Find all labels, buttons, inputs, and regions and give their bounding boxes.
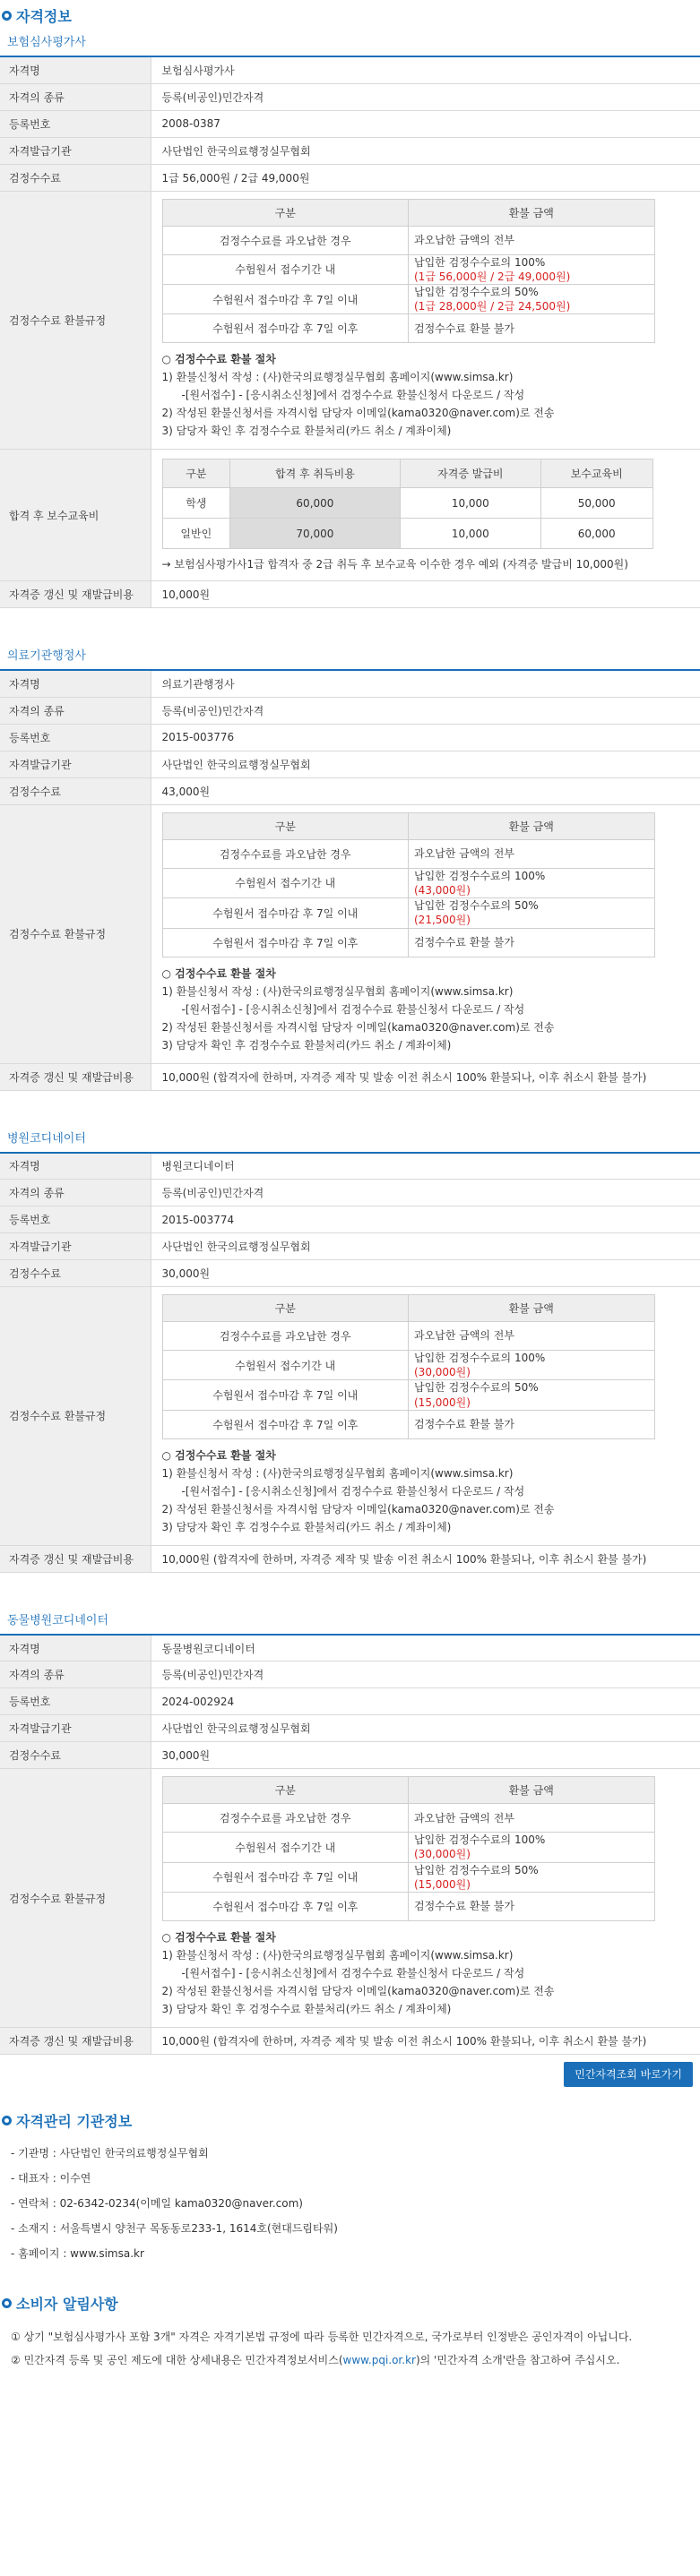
info-row bbox=[0, 1260, 700, 1287]
info-row bbox=[0, 1662, 700, 1688]
agency-header bbox=[0, 2105, 700, 2135]
refund-amount-value: (43,000원) bbox=[414, 883, 471, 897]
refund-amount bbox=[409, 1833, 655, 1862]
qualification-table bbox=[0, 1634, 700, 2055]
refund-table-row bbox=[162, 284, 654, 313]
info-value: 10,000원 (합격자에 한하며, 자격증 제작 및 발송 이전 취소시 100% 환불되나, 이후 취소시 환불 불가) bbox=[151, 1063, 700, 1090]
info-row bbox=[0, 83, 700, 110]
refund-header: 구분 bbox=[162, 199, 409, 226]
info-label: 검정수수료 환불규정 bbox=[0, 1769, 151, 2028]
refund-row bbox=[0, 191, 700, 450]
consumer-title: 소비자 알림사항 bbox=[16, 2295, 118, 2313]
reward-header: 구분 bbox=[162, 459, 230, 488]
info-value: 사단법인 한국의료행정실무협회 bbox=[151, 1715, 700, 1742]
refund-cell bbox=[151, 804, 700, 1063]
qualification-table bbox=[0, 1152, 700, 1573]
refund-header: 환불 금액 bbox=[409, 1295, 655, 1322]
refund-amount-text: 검정수수료 환불 불가 bbox=[414, 1418, 514, 1431]
consumer-notice-2-tail: )의 '민간자격 소개'란을 참고하여 주십시오. bbox=[415, 2354, 620, 2366]
info-label: 자격발급기관 bbox=[0, 1715, 151, 1742]
refund-procedure-step: -[원서접수] - [응시취소신청]에서 검정수수료 환불신청서 다운로드 / 작성 bbox=[181, 1002, 525, 1016]
info-label: 검정수수료 bbox=[0, 1742, 151, 1769]
section-header bbox=[0, 0, 700, 30]
refund-condition: 수험원서 접수마감 후 7일 이후 bbox=[162, 1410, 409, 1438]
info-row bbox=[0, 1545, 700, 1572]
refund-table-row bbox=[162, 1862, 654, 1892]
info-row bbox=[0, 1180, 700, 1206]
info-value: 보험심사평가사 bbox=[151, 56, 700, 83]
refund-amount bbox=[409, 1410, 655, 1438]
info-row bbox=[0, 1206, 700, 1233]
info-row bbox=[0, 777, 700, 804]
agency-item: - 홈페이지 : www.simsa.kr bbox=[11, 2247, 144, 2260]
reward-value: 50,000 bbox=[540, 488, 652, 519]
info-value: 동물병원코디네이터 bbox=[151, 1635, 700, 1662]
info-label: 자격증 갱신 및 재발급비용 bbox=[0, 2028, 151, 2055]
bullet-circle-icon bbox=[2, 11, 12, 21]
info-label: 검정수수료 환불규정 bbox=[0, 191, 151, 450]
reward-note: → 보험심사평가사1급 합격자 중 2급 취득 후 보수교육 이수한 경우 예외 (자격증 발급비 10,000원) bbox=[161, 558, 628, 571]
info-value: 43,000원 bbox=[151, 777, 700, 804]
refund-table-row bbox=[162, 1833, 654, 1862]
refund-condition: 검정수수료를 과오납한 경우 bbox=[162, 839, 409, 868]
info-label: 자격증 갱신 및 재발급비용 bbox=[0, 581, 151, 608]
info-label: 자격의 종류 bbox=[0, 1180, 151, 1206]
info-value: 사단법인 한국의료행정실무협회 bbox=[151, 751, 700, 777]
info-value: 2015-003774 bbox=[151, 1206, 700, 1233]
info-label: 자격명 bbox=[0, 1153, 151, 1180]
info-value: 2015-003776 bbox=[151, 724, 700, 751]
reward-table-row bbox=[162, 488, 652, 519]
refund-header: 환불 금액 bbox=[409, 812, 655, 839]
refund-condition: 수험원서 접수마감 후 7일 이내 bbox=[162, 898, 409, 928]
refund-amount-text: 납입한 검정수수료의 50% bbox=[414, 285, 539, 298]
refund-amount-text: 납입한 검정수수료의 100% bbox=[414, 1833, 546, 1847]
refund-amount-text: 검정수수료 환불 불가 bbox=[414, 1900, 514, 1913]
refund-table-row bbox=[162, 1804, 654, 1833]
refund-row bbox=[0, 1287, 700, 1546]
info-row bbox=[0, 1635, 700, 1662]
refund-table bbox=[162, 1294, 655, 1439]
info-label: 자격명 bbox=[0, 56, 151, 83]
refund-amount bbox=[409, 1862, 655, 1892]
refund-amount-text: 검정수수료 환불 불가 bbox=[414, 322, 514, 335]
consumer-notice bbox=[0, 2318, 700, 2372]
refund-amount bbox=[409, 1380, 655, 1410]
private-qualification-lookup-button[interactable]: 민간자격조회 바로가기 bbox=[564, 2062, 693, 2087]
info-value: 10,000원 (합격자에 한하며, 자격증 제작 및 발송 이전 취소시 100% 환불되나, 이후 취소시 환불 불가) bbox=[151, 2028, 700, 2055]
refund-procedure-step: 2) 작성된 환불신청서를 자격시험 담당자 이메일(kama0320@naver.com)로 전송 bbox=[161, 1985, 555, 1997]
info-value: 30,000원 bbox=[151, 1742, 700, 1769]
refund-amount bbox=[409, 898, 655, 928]
info-label: 검정수수료 bbox=[0, 777, 151, 804]
refund-header: 구분 bbox=[162, 1295, 409, 1322]
refund-amount bbox=[409, 839, 655, 868]
info-label: 자격의 종류 bbox=[0, 83, 151, 110]
refund-procedure-step: -[원서접수] - [응시취소신청]에서 검정수수료 환불신청서 다운로드 / 작성 bbox=[181, 389, 525, 402]
pqi-link[interactable]: www.pqi.or.kr bbox=[342, 2354, 416, 2366]
info-label: 검정수수료 환불규정 bbox=[0, 804, 151, 1063]
refund-table-row bbox=[162, 314, 654, 343]
refund-condition: 수험원서 접수마감 후 7일 이후 bbox=[162, 1893, 409, 1921]
info-label: 등록번호 bbox=[0, 110, 151, 137]
qualification-table bbox=[0, 669, 700, 1090]
refund-amount-value: (1급 56,000원 / 2급 49,000원) bbox=[414, 270, 571, 283]
refund-procedure-step: 1) 환불신청서 작성 : (사)한국의료행정실무협회 홈페이지(www.simsa.kr) bbox=[161, 1466, 514, 1480]
refund-amount bbox=[409, 1351, 655, 1380]
agency-info-list bbox=[0, 2135, 700, 2266]
refund-procedure-title: ○ 검정수수료 환불 절차 bbox=[161, 1448, 276, 1462]
refund-amount-text: 납입한 검정수수료의 100% bbox=[414, 255, 546, 269]
info-row bbox=[0, 724, 700, 751]
refund-cell bbox=[151, 1769, 700, 2028]
info-value: 등록(비공인)민간자격 bbox=[151, 83, 700, 110]
refund-amount-value: (21,500원) bbox=[414, 914, 471, 927]
refund-procedure-title: ○ 검정수수료 환불 절차 bbox=[161, 353, 276, 366]
info-row bbox=[0, 751, 700, 777]
refund-table bbox=[162, 812, 655, 957]
info-row bbox=[0, 670, 700, 697]
info-value: 사단법인 한국의료행정실무협회 bbox=[151, 137, 700, 164]
reward-value: 10,000 bbox=[400, 488, 540, 519]
refund-procedure bbox=[162, 1928, 690, 2018]
info-row bbox=[0, 1063, 700, 1090]
refund-amount bbox=[409, 868, 655, 897]
refund-amount-value: (15,000원) bbox=[414, 1395, 471, 1409]
qualification-table bbox=[0, 56, 700, 608]
qualifications-container bbox=[0, 30, 700, 2055]
refund-table bbox=[162, 1776, 655, 1921]
refund-condition: 수험원서 접수마감 후 7일 이내 bbox=[162, 1862, 409, 1892]
refund-procedure-step: 2) 작성된 환불신청서를 자격시험 담당자 이메일(kama0320@naver.com)로 전송 bbox=[161, 407, 555, 420]
info-label: 검정수수료 환불규정 bbox=[0, 1287, 151, 1546]
info-row bbox=[0, 1742, 700, 1769]
refund-header: 환불 금액 bbox=[409, 1777, 655, 1804]
agency-item: - 연락처 : 02-6342-0234(이메일 kama0320@naver.com) bbox=[11, 2197, 303, 2210]
refund-amount-text: 납입한 검정수수료의 50% bbox=[414, 1863, 539, 1876]
info-value: 2024-002924 bbox=[151, 1688, 700, 1715]
refund-table-row bbox=[162, 1893, 654, 1921]
info-label: 자격증 갱신 및 재발급비용 bbox=[0, 1063, 151, 1090]
refund-procedure-step: 3) 담당자 확인 후 검정수수료 환불처리(카드 취소 / 계좌이체) bbox=[161, 2003, 452, 2015]
refund-procedure-title: ○ 검정수수료 환불 절차 bbox=[161, 966, 276, 980]
refund-amount-text: 과오납한 금액의 전부 bbox=[414, 1329, 514, 1343]
bullet-circle-icon bbox=[2, 2116, 12, 2125]
info-label: 등록번호 bbox=[0, 724, 151, 751]
consumer-notice-2-text: ② 민간자격 등록 및 공인 제도에 대한 상세내용은 민간자격정보서비스( bbox=[11, 2354, 343, 2366]
refund-table-row bbox=[162, 868, 654, 897]
info-label: 등록번호 bbox=[0, 1206, 151, 1233]
refund-condition: 검정수수료를 과오납한 경우 bbox=[162, 1804, 409, 1833]
qualification-title: 동물병원코디네이터 bbox=[7, 1613, 109, 1627]
info-row bbox=[0, 581, 700, 608]
qualification-title: 병원코디네이터 bbox=[7, 1131, 86, 1146]
refund-header: 환불 금액 bbox=[409, 199, 655, 226]
refund-amount-value: (15,000원) bbox=[414, 1877, 471, 1891]
refund-procedure bbox=[162, 1447, 690, 1536]
info-label: 자격증 갱신 및 재발급비용 bbox=[0, 1545, 151, 1572]
refund-procedure-step: 1) 환불신청서 작성 : (사)한국의료행정실무협회 홈페이지(www.simsa.kr) bbox=[161, 1949, 514, 1962]
refund-amount bbox=[409, 254, 655, 284]
info-label: 자격발급기관 bbox=[0, 1233, 151, 1260]
agency-item: - 기관명 : 사단법인 한국의료행정실무협회 bbox=[11, 2147, 209, 2160]
info-value: 등록(비공인)민간자격 bbox=[151, 697, 700, 724]
refund-amount-value: (1급 28,000원 / 2급 24,500원) bbox=[414, 300, 571, 313]
bullet-circle-icon bbox=[2, 2298, 12, 2308]
info-row bbox=[0, 1715, 700, 1742]
info-row bbox=[0, 697, 700, 724]
refund-condition: 수험원서 접수기간 내 bbox=[162, 254, 409, 284]
info-value: 10,000원 (합격자에 한하며, 자격증 제작 및 발송 이전 취소시 100% 환불되나, 이후 취소시 환불 불가) bbox=[151, 1545, 700, 1572]
reward-row bbox=[0, 450, 700, 581]
qualification-title: 의료기관행정사 bbox=[7, 649, 86, 664]
refund-procedure-step: -[원서접수] - [응시취소신청]에서 검정수수료 환불신청서 다운로드 / 작성 bbox=[181, 1967, 525, 1979]
refund-amount bbox=[409, 1322, 655, 1351]
refund-condition: 수험원서 접수마감 후 7일 이후 bbox=[162, 314, 409, 343]
reward-cell bbox=[151, 450, 700, 581]
refund-condition: 수험원서 접수기간 내 bbox=[162, 1351, 409, 1380]
refund-cell bbox=[151, 1287, 700, 1546]
refund-procedure-step: 3) 담당자 확인 후 검정수수료 환불처리(카드 취소 / 계좌이체) bbox=[161, 1520, 452, 1533]
button-row bbox=[0, 2055, 700, 2105]
info-value: 30,000원 bbox=[151, 1260, 700, 1287]
section-title: 자격정보 bbox=[16, 7, 72, 25]
info-label: 자격의 종류 bbox=[0, 1662, 151, 1688]
refund-amount bbox=[409, 1804, 655, 1833]
refund-procedure-step: 2) 작성된 환불신청서를 자격시험 담당자 이메일(kama0320@naver.com)로 전송 bbox=[161, 1020, 555, 1034]
info-value: 2008-0387 bbox=[151, 110, 700, 137]
info-row bbox=[0, 164, 700, 191]
info-label: 자격명 bbox=[0, 1635, 151, 1662]
info-value: 1급 56,000원 / 2급 49,000원 bbox=[151, 164, 700, 191]
info-label: 자격발급기관 bbox=[0, 137, 151, 164]
refund-condition: 수험원서 접수마감 후 7일 이후 bbox=[162, 928, 409, 957]
info-row bbox=[0, 1233, 700, 1260]
refund-procedure-step: 1) 환불신청서 작성 : (사)한국의료행정실무협회 홈페이지(www.simsa.kr) bbox=[161, 371, 514, 384]
refund-table-row bbox=[162, 839, 654, 868]
refund-table-row bbox=[162, 1410, 654, 1438]
refund-procedure-step: 3) 담당자 확인 후 검정수수료 환불처리(카드 취소 / 계좌이체) bbox=[161, 425, 452, 438]
refund-table-row bbox=[162, 254, 654, 284]
refund-table-row bbox=[162, 898, 654, 928]
reward-value: 60,000 bbox=[230, 488, 401, 519]
refund-table-row bbox=[162, 1322, 654, 1351]
refund-amount-text: 검정수수료 환불 불가 bbox=[414, 935, 514, 949]
refund-amount bbox=[409, 226, 655, 254]
info-value: 의료기관행정사 bbox=[151, 670, 700, 697]
qualification-title: 보험심사평가사 bbox=[7, 36, 86, 49]
refund-amount-text: 납입한 검정수수료의 50% bbox=[414, 1381, 539, 1395]
info-label: 검정수수료 bbox=[0, 1260, 151, 1287]
consumer-notice-1: ① 상기 "보험심사평가사 포함 3개" 자격은 자격기본법 규정에 따라 등록한 민간자격으로, 국가로부터 인정받은 공인자격이 아닙니다. bbox=[11, 2331, 633, 2343]
info-row bbox=[0, 1688, 700, 1715]
consumer-header bbox=[0, 2288, 700, 2318]
agency-item: - 대표자 : 이수연 bbox=[11, 2172, 91, 2185]
reward-header: 보수교육비 bbox=[540, 459, 652, 488]
refund-amount bbox=[409, 928, 655, 957]
reward-table-row bbox=[162, 519, 652, 549]
refund-amount-text: 납입한 검정수수료의 50% bbox=[414, 899, 539, 913]
refund-cell bbox=[151, 191, 700, 450]
info-row bbox=[0, 2028, 700, 2055]
info-value: 등록(비공인)민간자격 bbox=[151, 1180, 700, 1206]
refund-table bbox=[162, 199, 655, 344]
refund-condition: 검정수수료를 과오납한 경우 bbox=[162, 1322, 409, 1351]
info-row bbox=[0, 110, 700, 137]
refund-amount-value: (30,000원) bbox=[414, 1366, 471, 1379]
refund-row bbox=[0, 804, 700, 1063]
refund-procedure-step: 2) 작성된 환불신청서를 자격시험 담당자 이메일(kama0320@naver.com)로 전송 bbox=[161, 1502, 555, 1516]
refund-procedure-title: ○ 검정수수료 환불 절차 bbox=[161, 1931, 276, 1944]
info-value: 사단법인 한국의료행정실무협회 bbox=[151, 1233, 700, 1260]
refund-condition: 수험원서 접수기간 내 bbox=[162, 1833, 409, 1862]
refund-row bbox=[0, 1769, 700, 2028]
agency-item: - 소재지 : 서울특별시 양천구 목동동로233-1, 1614호(현대드림타워) bbox=[11, 2222, 338, 2235]
info-row bbox=[0, 1153, 700, 1180]
info-label: 등록번호 bbox=[0, 1688, 151, 1715]
refund-amount-text: 과오납한 금액의 전부 bbox=[414, 847, 514, 861]
info-value: 10,000원 bbox=[151, 581, 700, 608]
refund-condition: 검정수수료를 과오납한 경우 bbox=[162, 226, 409, 254]
info-row bbox=[0, 137, 700, 164]
refund-table-row bbox=[162, 1351, 654, 1380]
refund-amount bbox=[409, 284, 655, 313]
refund-condition: 수험원서 접수마감 후 7일 이내 bbox=[162, 1380, 409, 1410]
refund-table-row bbox=[162, 226, 654, 254]
refund-table-row bbox=[162, 1380, 654, 1410]
reward-header: 자격증 발급비 bbox=[400, 459, 540, 488]
info-label: 합격 후 보수교육비 bbox=[0, 450, 151, 581]
refund-procedure bbox=[162, 350, 690, 440]
agency-title: 자격관리 기관정보 bbox=[16, 2112, 133, 2130]
refund-procedure-step: 3) 담당자 확인 후 검정수수료 환불처리(카드 취소 / 계좌이체) bbox=[161, 1038, 452, 1052]
info-value: 병원코디네이터 bbox=[151, 1153, 700, 1180]
refund-procedure-step: -[원서접수] - [응시취소신청]에서 검정수수료 환불신청서 다운로드 / 작성 bbox=[181, 1484, 525, 1498]
consumer-notice-2 bbox=[11, 2348, 700, 2372]
reward-header: 합격 후 취득비용 bbox=[230, 459, 401, 488]
refund-header: 구분 bbox=[162, 1777, 409, 1804]
refund-condition: 수험원서 접수마감 후 7일 이내 bbox=[162, 284, 409, 313]
refund-procedure-step: 1) 환불신청서 작성 : (사)한국의료행정실무협회 홈페이지(www.simsa.kr) bbox=[161, 984, 514, 998]
refund-condition: 수험원서 접수기간 내 bbox=[162, 868, 409, 897]
reward-value: 학생 bbox=[162, 488, 230, 519]
refund-amount-text: 과오납한 금액의 전부 bbox=[414, 1811, 514, 1825]
refund-table-row bbox=[162, 928, 654, 957]
reward-value: 10,000 bbox=[400, 519, 540, 549]
refund-procedure bbox=[162, 965, 690, 1054]
refund-amount-text: 납입한 검정수수료의 100% bbox=[414, 1352, 546, 1364]
refund-header: 구분 bbox=[162, 812, 409, 839]
info-row bbox=[0, 56, 700, 83]
refund-amount bbox=[409, 314, 655, 343]
refund-amount bbox=[409, 1893, 655, 1921]
info-label: 검정수수료 bbox=[0, 164, 151, 191]
info-value: 등록(비공인)민간자격 bbox=[151, 1662, 700, 1688]
reward-value: 70,000 bbox=[230, 519, 401, 549]
refund-amount-text: 납입한 검정수수료의 100% bbox=[414, 869, 546, 882]
refund-amount-value: (30,000원) bbox=[414, 1848, 471, 1861]
info-label: 자격의 종류 bbox=[0, 697, 151, 724]
refund-amount-text: 과오납한 금액의 전부 bbox=[414, 233, 514, 246]
info-label: 자격명 bbox=[0, 670, 151, 697]
reward-value: 60,000 bbox=[540, 519, 652, 549]
reward-table bbox=[162, 459, 653, 549]
info-label: 자격발급기관 bbox=[0, 751, 151, 777]
reward-value: 일반인 bbox=[162, 519, 230, 549]
